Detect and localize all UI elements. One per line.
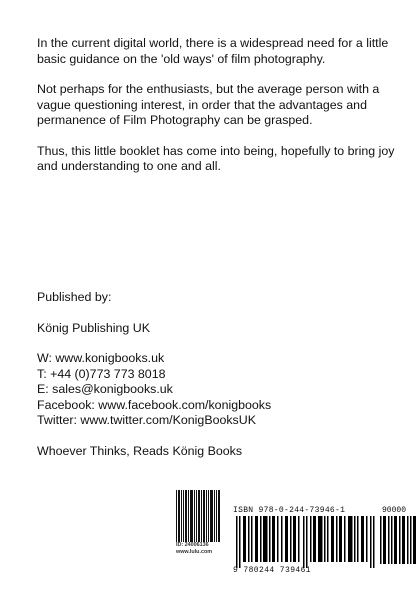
price-barcode-icon [380,516,416,564]
publisher-phone: T: +44 (0)773 773 8018 [37,366,166,381]
blurb-text [37,36,397,190]
publisher-twitter: Twitter: www.twitter.com/KonigBooksUK [37,413,256,427]
isbn-barcode-icon [236,516,377,568]
publisher-website: W: www.konigbooks.uk [37,351,165,365]
price-code: 90000 [382,506,407,515]
published-by-heading: Published by: [37,290,112,304]
blurb-paragraph-1: In the current digital world, there is a widespread need for a little basic guidance on the 'old ways' of film photography. [37,36,389,66]
publisher-slogan: Whoever Thinks, Reads König Books [37,443,243,458]
publisher-facebook: Facebook: www.facebook.com/konigbooks [37,397,272,412]
lulu-barcode-icon [176,490,220,542]
publisher-name: König Publishing UK [37,320,150,335]
isbn-label: ISBN 978-0-244-73946-1 [233,506,346,515]
publisher-email: E: sales@konigbooks.uk [37,382,173,396]
lulu-label [176,542,220,556]
blurb-paragraph-2: Not perhaps for the enthusiasts, but the average person with a vague questioning interest, in order that the advantages and permanence of Film Photography can be grasped. [37,82,380,127]
lulu-id: ID: 24006136 [176,542,209,548]
blurb-paragraph-3: Thus, this little booklet has come into being, hopefully to bring joy and understanding to one and all. [37,143,395,173]
publisher-info [37,290,397,459]
barcode-digits: 9 780244 739461 [233,566,312,575]
lulu-site: www.lulu.com [176,549,213,555]
